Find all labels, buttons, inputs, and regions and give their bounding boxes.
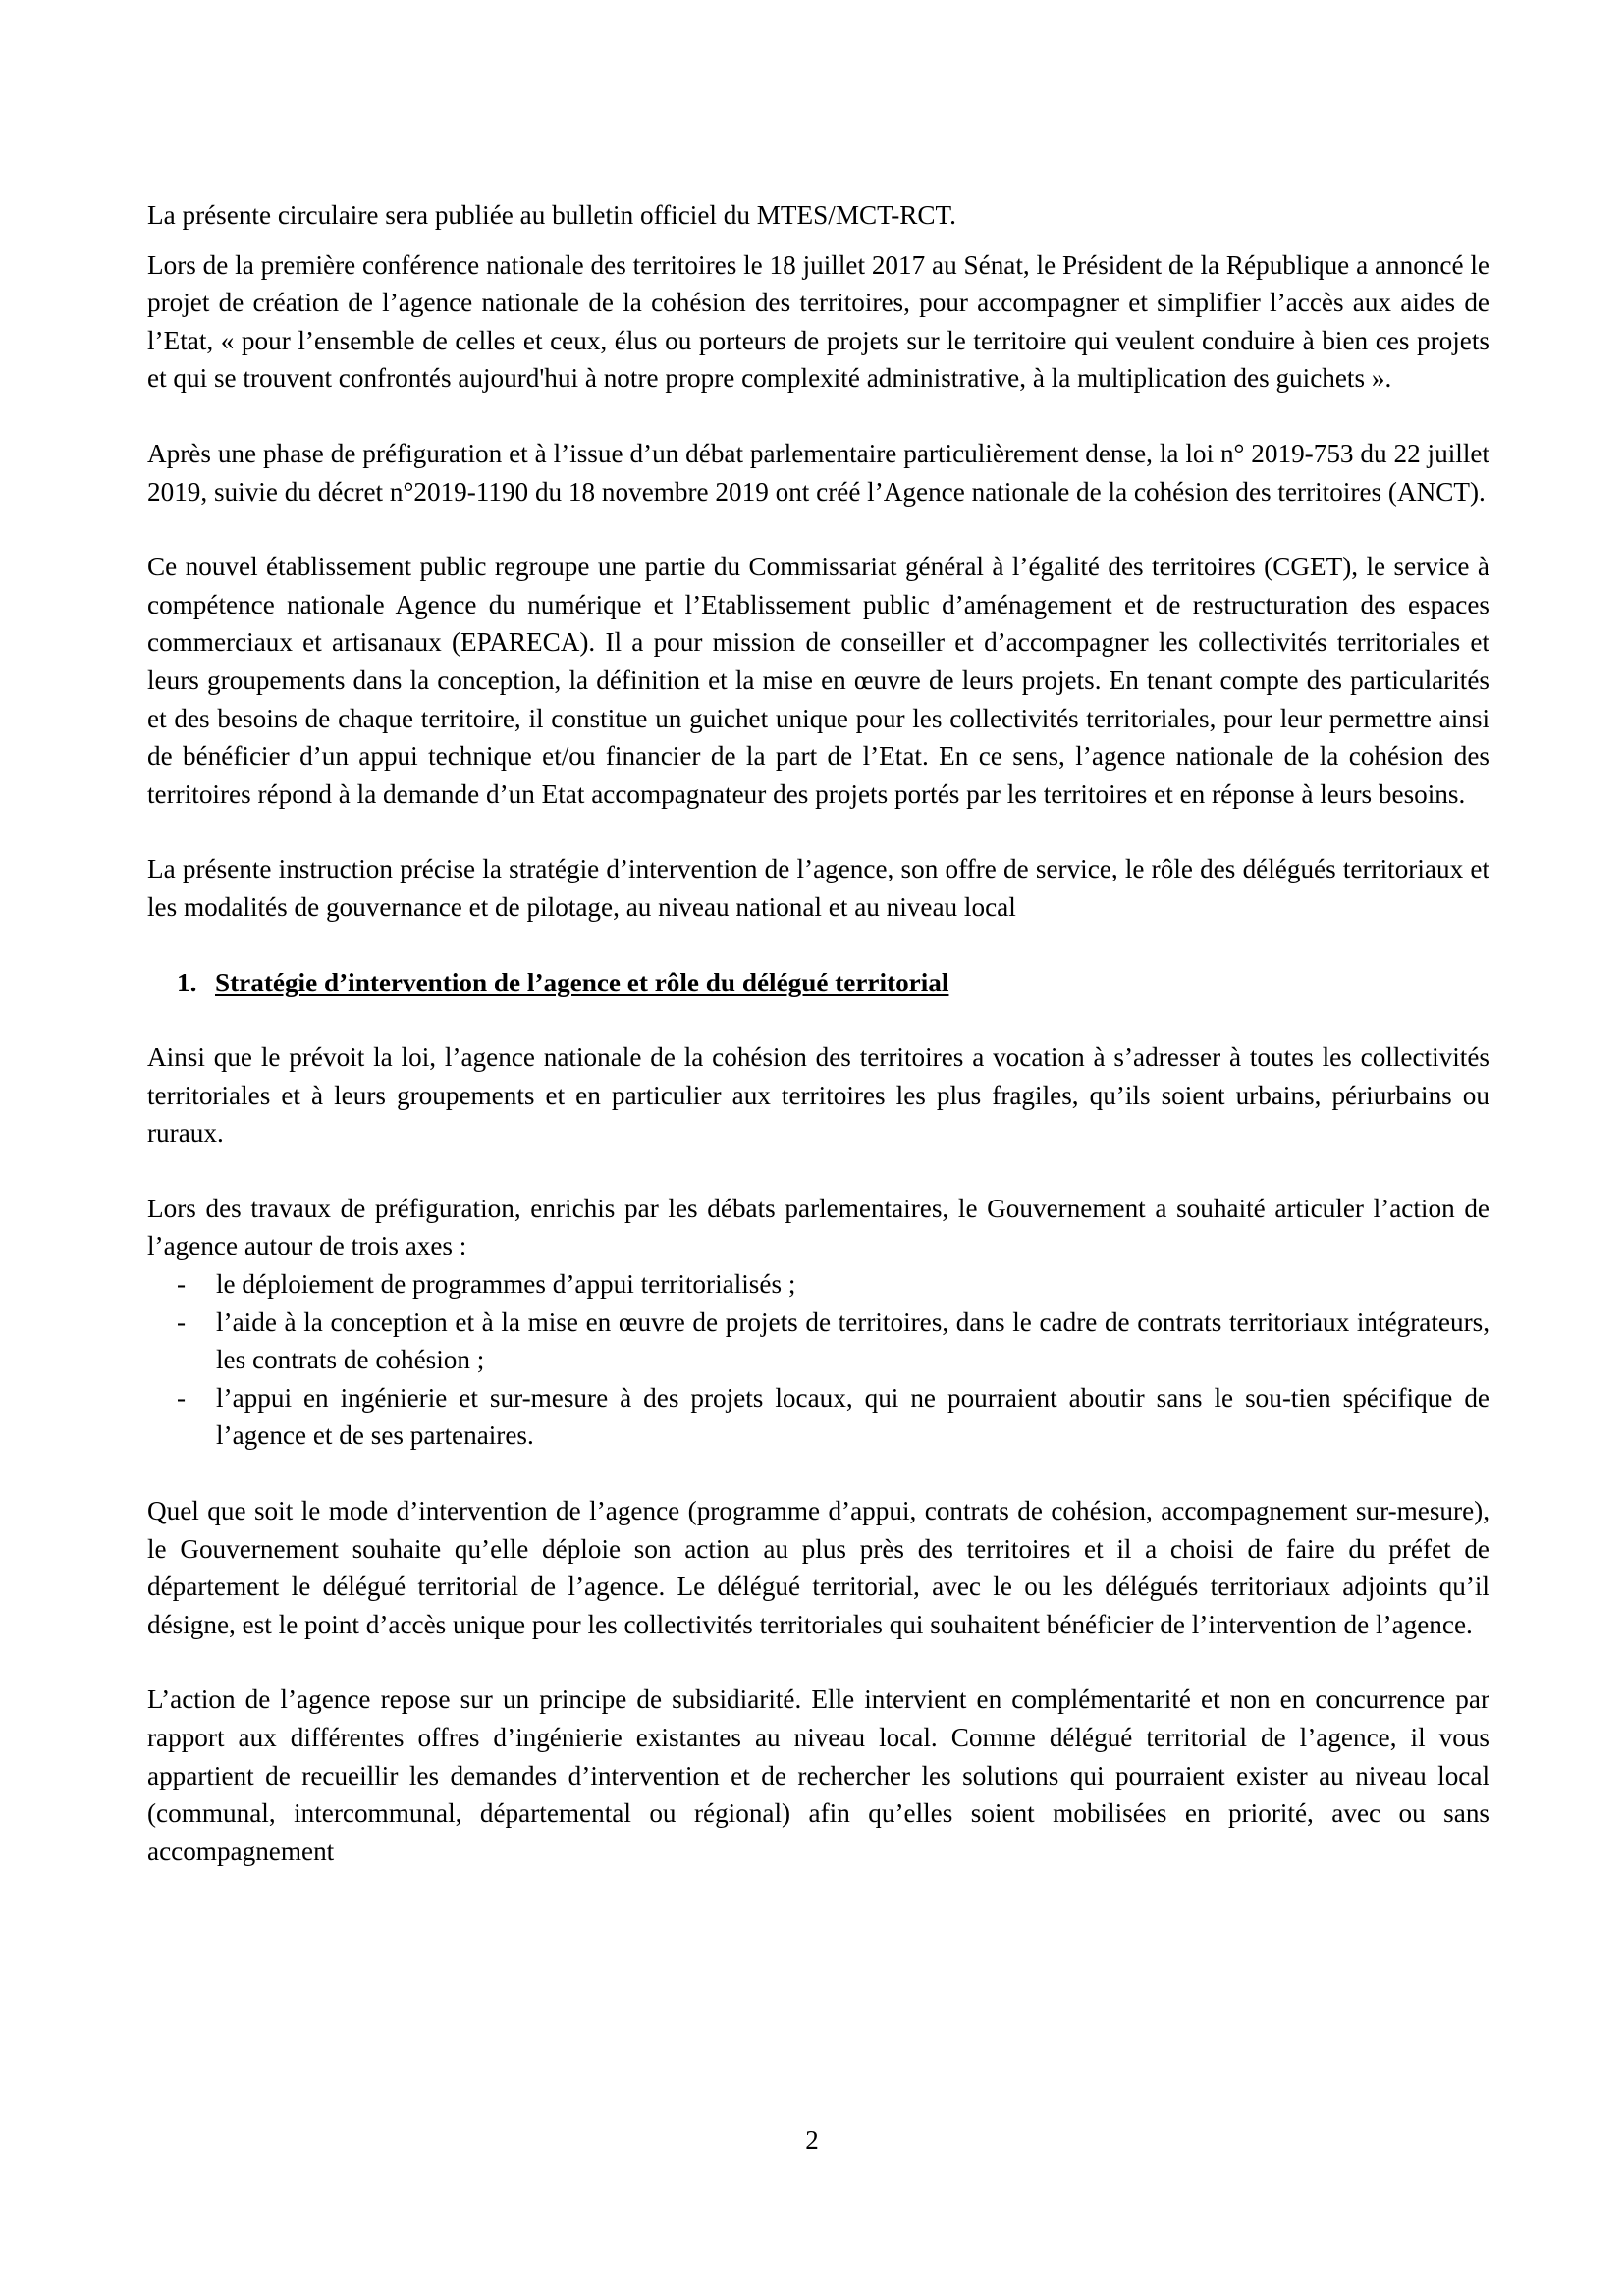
axes-list [147, 1265, 1489, 1455]
paragraph-establishment: Ce nouvel établissement public regroupe une partie du Commissariat général à l’égalité des territoires (CGET), le service à compétence nationale Agence du numérique et l’Etablissement public d’aménagement et de restructuration des espaces commerciaux et artisanaux (EPARECA). Il a pour mission de conseiller et d’accompagner les collectivités territoriales et leurs groupements dans la conception, la définition et la mise en œuvre de leurs projets. En tenant compte des particularités et des besoins de chaque territoire, il constitue un guichet unique pour les collectivités territoriales, pour leur permettre ainsi de bénéficier d’un appui technique et/ou financier de la part de l’Etat. En ce sens, l’agence nationale de la cohésion des territoires répond à la demande d’un Etat accompagnateur des projets portés par les territoires et en réponse à leurs besoins. [147, 552, 1489, 809]
dash-bullet: - [177, 1269, 187, 1300]
list-item [147, 1379, 1489, 1455]
paragraph-conference: Lors de la première conférence nationale des territoires le 18 juillet 2017 au Sénat, le Président de la République a annoncé le projet de création de l’agence nationale de la cohésion des territoires, pour accompagner et simplifier l’accès aux aides de l’Etat, « pour l’ensemble de celles et ceux, élus ou porteurs de projets sur le territoire qui veulent conduire à bien ces projets et qui se trouvent confrontés aujourd'hui à notre propre complexité administrative, à la multiplication des guichets ». [147, 249, 1489, 394]
paragraph-subsidiarity: L’action de l’agence repose sur un principe de subsidiarité. Elle intervient en complémentarité et non en concurrence par rapport aux différentes offres d’ingénierie existantes au niveau local. Comme délégué territorial de l’agence, il vous appartient de recueillir les demandes d’intervention et de rechercher les solutions qui pourraient exister au niveau local (communal, intercommunal, départemental ou régional) afin qu’elles soient mobilisées en priorité, avec ou sans accompagnement [147, 1684, 1489, 1866]
page-number: 2 [805, 2125, 819, 2155]
list-item-text: l’aide à la conception et à la mise en œuvre de projets de territoires, dans le cadre de contrats territoriaux intégrateurs, les contrats de cohésion ; [216, 1307, 1489, 1375]
section-number: 1. [177, 967, 197, 997]
section-title: Stratégie d’intervention de l’agence et rôle du délégué territorial [215, 967, 949, 997]
document-page [147, 196, 1489, 1870]
section-heading [147, 964, 1489, 1002]
list-item [147, 1304, 1489, 1379]
paragraph-axes-intro: Lors des travaux de préfiguration, enrichis par les débats parlementaires, le Gouvernement a souhaité articuler l’action de l’agence autour de trois axes : [147, 1193, 1489, 1261]
paragraph-prefect: Quel que soit le mode d’intervention de l’agence (programme d’appui, contrats de cohésion, accompagnement sur-mesure), le Gouvernement souhaite qu’elle déploie son action au plus près des territoires et il a choisi de faire du préfet de département le délégué territorial de l’agence. Le délégué territorial, avec le ou les délégués territoriaux adjoints qu’il désigne, est le point d’accès unique pour les collectivités territoriales qui souhaitent bénéficier de l’intervention de l’agence. [147, 1496, 1489, 1639]
paragraph-instruction: La présente instruction précise la stratégie d’intervention de l’agence, son offre de service, le rôle des délégués territoriaux et les modalités de gouvernance et de pilotage, au niveau national et au niveau local [147, 854, 1489, 922]
dash-bullet: - [177, 1307, 187, 1337]
paragraph-publication: La présente circulaire sera publiée au bulletin officiel du MTES/MCT-RCT. [147, 200, 956, 230]
paragraph-law: Après une phase de préfiguration et à l’issue d’un débat parlementaire particulièrement dense, la loi n° 2019-753 du 22 juillet 2019, suivie du décret n°2019-1190 du 18 novembre 2019 ont créé l’Agence nationale de la cohésion des territoires (ANCT). [147, 438, 1489, 507]
dash-bullet: - [177, 1382, 187, 1413]
list-item-text: le déploiement de programmes d’appui territorialisés ; [216, 1269, 796, 1300]
list-item [147, 1265, 1489, 1304]
paragraph-vocation: Ainsi que le prévoit la loi, l’agence nationale de la cohésion des territoires a vocation à s’adresser à toutes les collectivités territoriales et à leurs groupements et en particulier aux territoires les plus fragiles, qu’ils soient urbains, périurbains ou ruraux. [147, 1042, 1489, 1148]
list-item-text: l’appui en ingénierie et sur-mesure à des projets locaux, qui ne pourraient aboutir sans le sou-tien spécifique de l’agence et de ses partenaires. [216, 1382, 1489, 1451]
